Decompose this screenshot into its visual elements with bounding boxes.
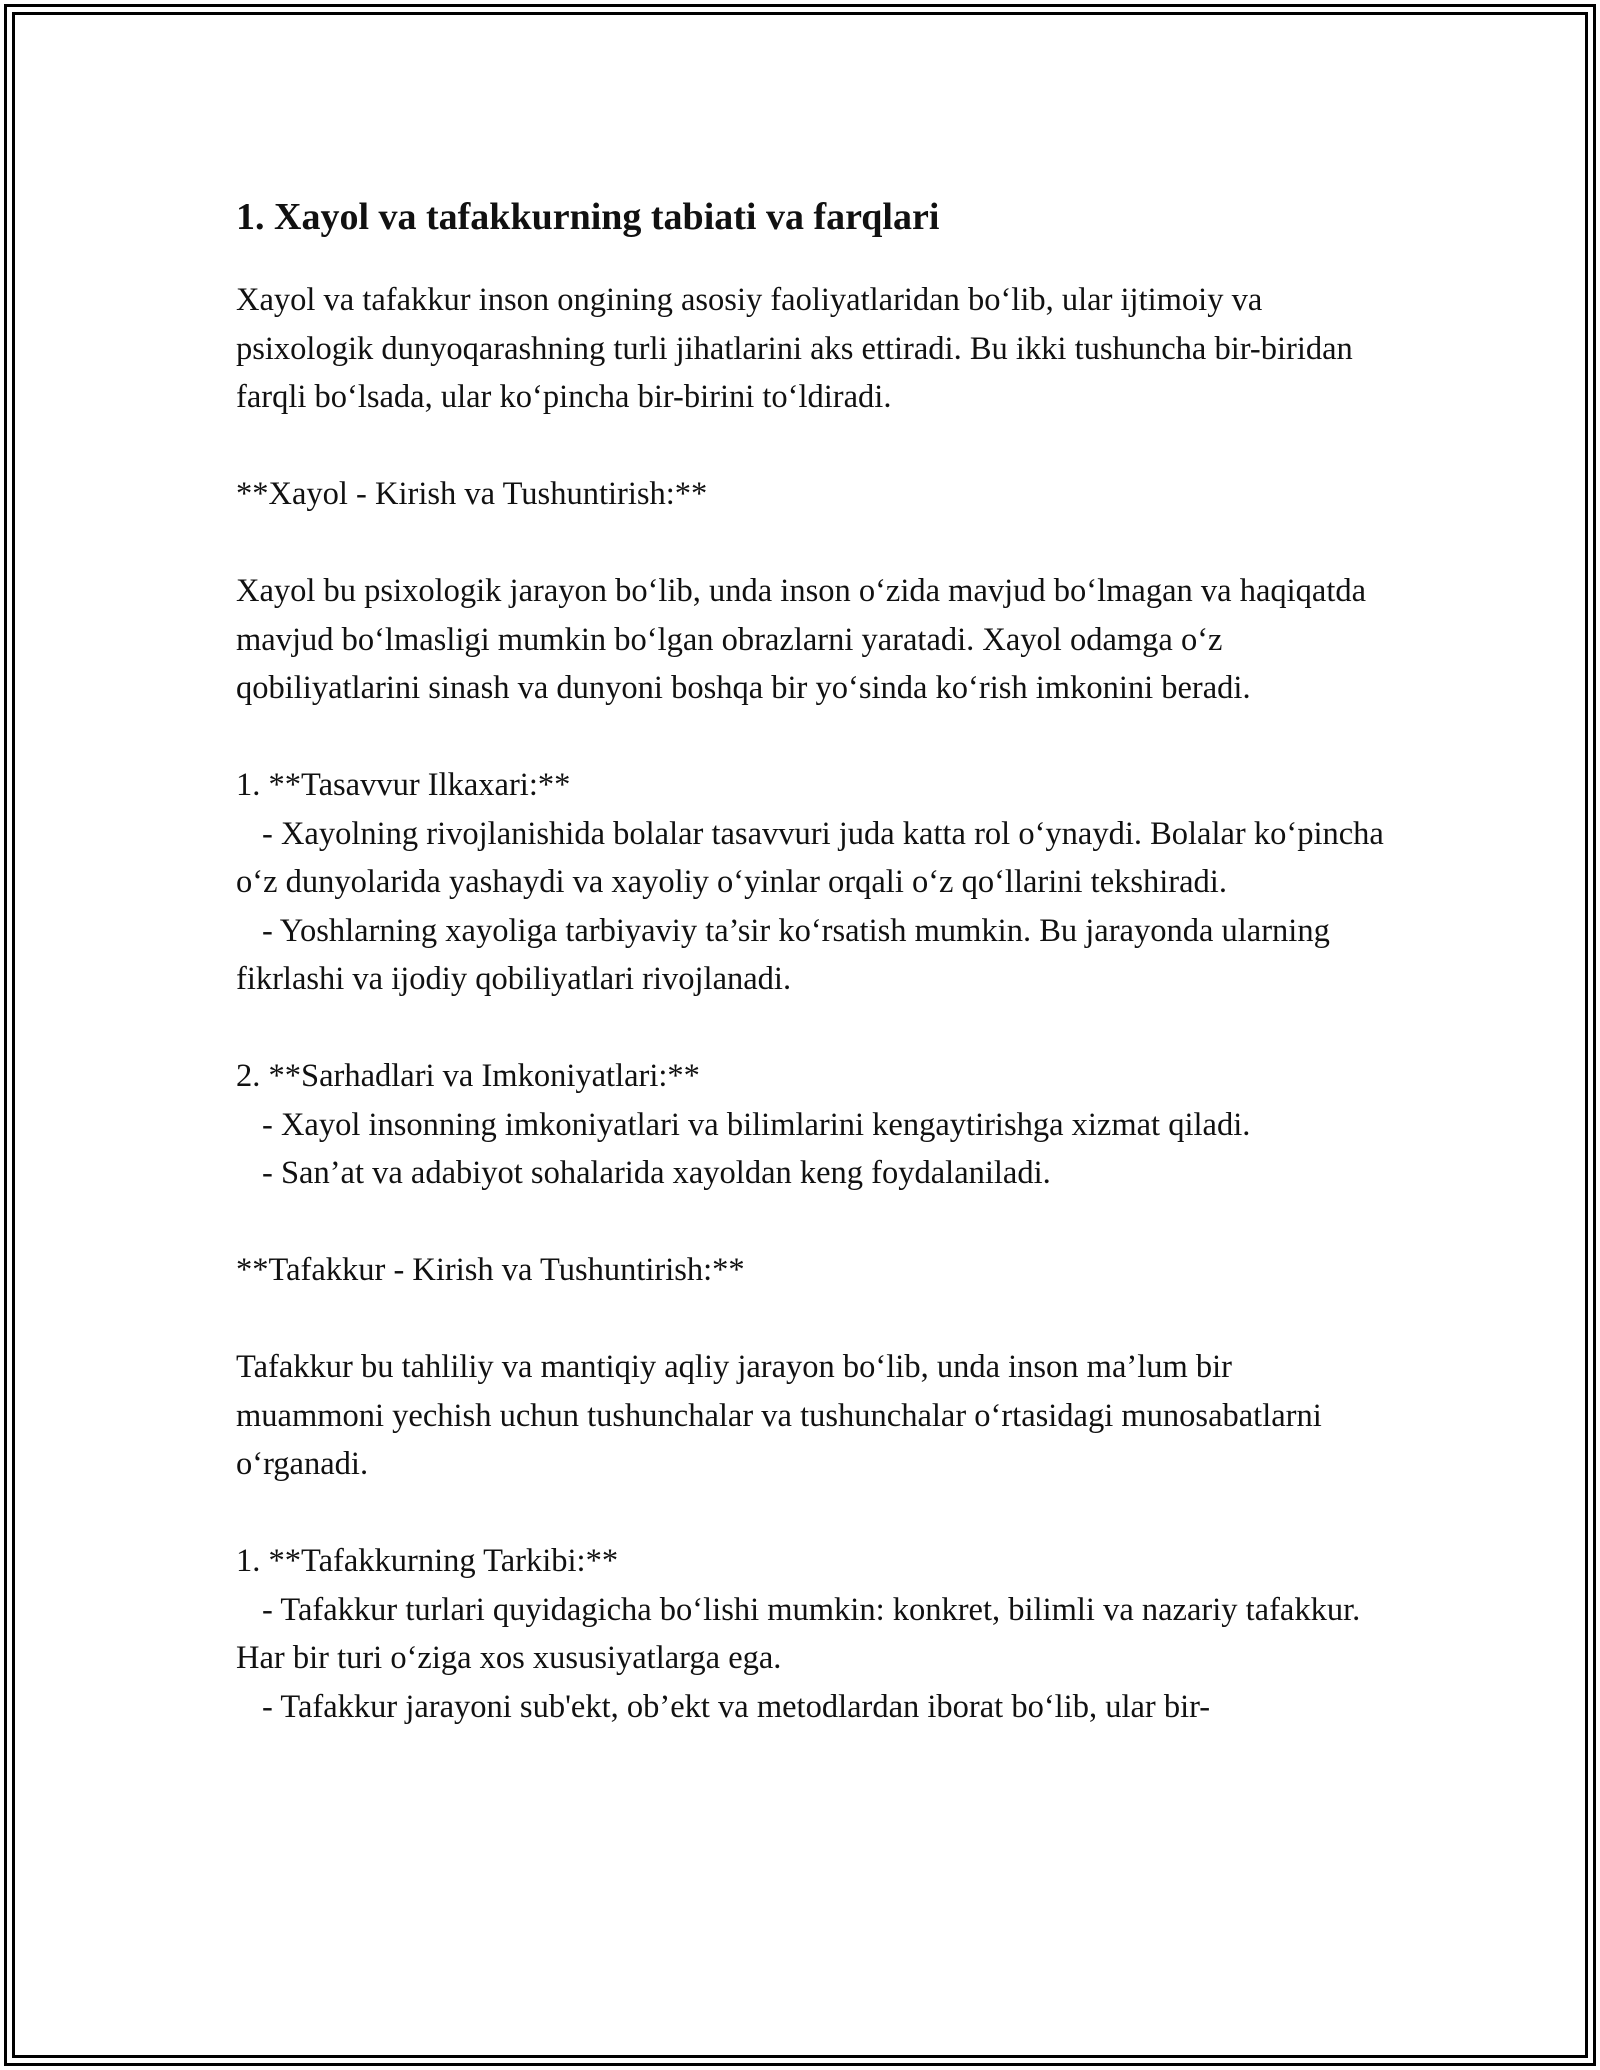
bullet-text: - Xayol insonning imkoniyatlari va bilimlarini kengaytirishga xizmat qiladi. [262,1106,1251,1143]
xayol-item1-bullet1 [236,810,1392,907]
xayol-item2-title: 2. **Sarhadlari va Imkoniyatlari:** [236,1058,700,1094]
intro-paragraph: Xayol va tafakkur inson ongining asosiy faoliyatlaridan bo‘lib, ular ijtimoiy va psixologik dunyoqarashning turli jihatlarini aks ettiradi. Bu ikki tushuncha bir-biridan farqli bo‘lsada, ular ko‘pincha bir-birini to‘ldiradi. [236,282,1361,415]
tafakkur-item1-bullet1 [236,1586,1386,1683]
xayol-item2-bullet1 [236,1101,1386,1150]
spacer [236,519,1386,568]
xayol-item1-bullet2 [236,907,1386,1004]
xayol-paragraph: Xayol bu psixologik jarayon bo‘lib, unda inson o‘zida mavjud bo‘lmagan va haqiqatda mavjud bo‘lmasligi mumkin bo‘lgan obrazlarni yaratadi. Xayol odamga o‘z qobiliyatlarini sinash va dunyoni boshqa bir yo‘sinda ko‘rish imkonini beradi. [236,573,1375,706]
bullet-text: - Tafakkur turlari quyidagicha bo‘lishi mumkin: konkret, bilimli va nazariy tafakkur. Har bir turi o‘ziga xos xususiyatlarga ega. [236,1591,1369,1676]
tafakkur-item1-bullet2 [236,1683,1386,1732]
xayol-item1-title: 1. **Tasavvur Ilkaxari:** [236,767,571,803]
tafakkur-item1-title: 1. **Tafakkurning Tarkibi:** [236,1543,619,1579]
section-title: 1. Xayol va tafakkurning tabiati va farqlari [236,196,940,238]
spacer [236,1198,1386,1247]
xayol-heading: **Xayol - Kirish va Tushuntirish:** [236,476,708,512]
bullet-text: - San’at va adabiyot sohalarida xayoldan keng foydalaniladi. [262,1155,1051,1191]
document-body [236,182,1392,1731]
tafakkur-paragraph: Tafakkur bu tahliliy va mantiqiy aqliy jarayon bo‘lib, unda inson ma’lum bir muammoni yechish uchun tushunchalar va tushunchalar o‘rtasidagi munosabatlarni o‘rganadi. [236,1349,1330,1482]
bullet-text: - Tafakkur jarayoni sub'ekt, ob’ekt va metodlardan iborat bo‘lib, ular bir- [262,1688,1211,1725]
spacer [236,713,1386,762]
tafakkur-heading: **Tafakkur - Kirish va Tushuntirish:** [236,1252,745,1288]
bullet-text: - Yoshlarning xayoliga tarbiyaviy ta’sir ko‘rsatish mumkin. Bu jarayonda ularning fikrlashi va ijodiy qobiliyatlari rivojlanadi. [236,912,1338,997]
spacer [236,1489,1386,1538]
bullet-text: - Xayolning rivojlanishida bolalar tasavvuri juda katta rol o‘ynaydi. Bolalar ko‘pincha o‘z dunyolarida yashaydi va xayoliy o‘yinlar orqali o‘z qo‘llarini tekshiradi. [236,815,1392,900]
xayol-item2-bullet2 [236,1149,1386,1198]
spacer [236,1295,1386,1344]
spacer [236,422,1386,471]
spacer [236,1004,1386,1053]
